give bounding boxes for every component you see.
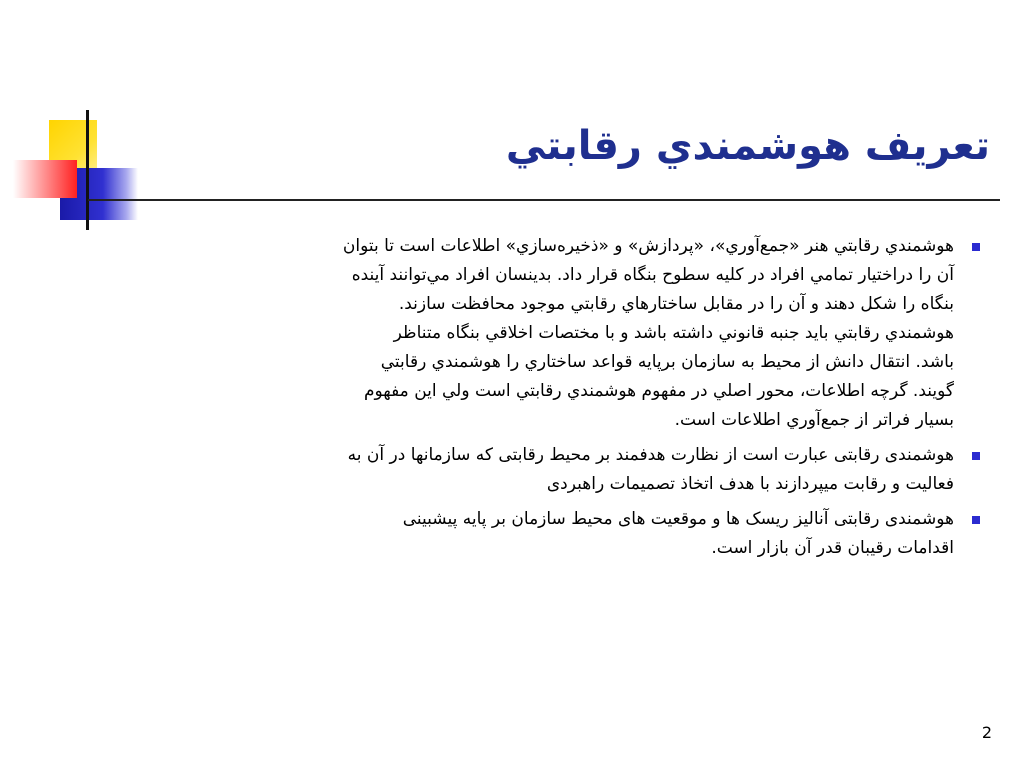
square-bullet-icon xyxy=(972,243,980,251)
title-underline xyxy=(88,199,1000,201)
bullet-line: هوشمندي رقابتي هنر «جمع‌آوري»، «پردازش» و «ذخيره‌سازي» اطلاعات است تا بتوان xyxy=(342,236,954,256)
page-number: 2 xyxy=(981,723,992,742)
bullet-item-2 xyxy=(154,441,984,499)
bullet-line: بنگاه را شكل دهند و آن را در مقابل ساختارهاي رقابتي موجود محافظت سازند. xyxy=(398,294,954,314)
bullet-line: هوشمندی رقابتی آنالیز ریسک ها و موقعیت های محیط سازمان بر پایه پیشبینی xyxy=(402,509,954,529)
decorative-squares-logo xyxy=(0,0,150,240)
slide-content xyxy=(154,232,984,569)
bullet-item-3 xyxy=(154,505,984,563)
bullet-line: هوشمندی رقابتی عبارت است از نظارت هدفمند بر محیط رقابتی که سازمانها در آن به xyxy=(347,445,954,465)
bullet-line: گويند. گرچه اطلاعات، محور اصلي در مفهوم هوشمندي رقابتي است ولي اين مفهوم xyxy=(363,381,954,401)
slide-title: تعريف هوشمندي رقابتي xyxy=(505,123,990,169)
bullet-line: بسيار فراتر از جمع‌آوري اطلاعات است. xyxy=(674,410,954,430)
bullet-line: باشد. انتقال دانش از محيط به سازمان برپايه قواعد ساختاري را هوشمندي رقابتي xyxy=(380,352,954,372)
square-bullet-icon xyxy=(972,516,980,524)
square-bullet-icon xyxy=(972,452,980,460)
red-square xyxy=(13,160,77,198)
bullet-line: فعالیت و رقابت میپردازند با هدف اتخاذ تصمیمات راهبردی xyxy=(546,474,954,494)
bullet-line: هوشمندي رقابتي بايد جنبه قانوني داشته باشد و با مختصات اخلاقي بنگاه متناظر xyxy=(393,323,954,343)
logo-vertical-line xyxy=(86,110,89,230)
bullet-item-1 xyxy=(154,232,984,435)
bullet-line: اقدامات رقیبان قدر آن بازار است. xyxy=(711,538,954,558)
bullet-line: آن را دراختيار تمامي افراد در كليه سطوح بنگاه قرار داد. بدينسان افراد مي‌توانند آينده xyxy=(351,265,954,285)
